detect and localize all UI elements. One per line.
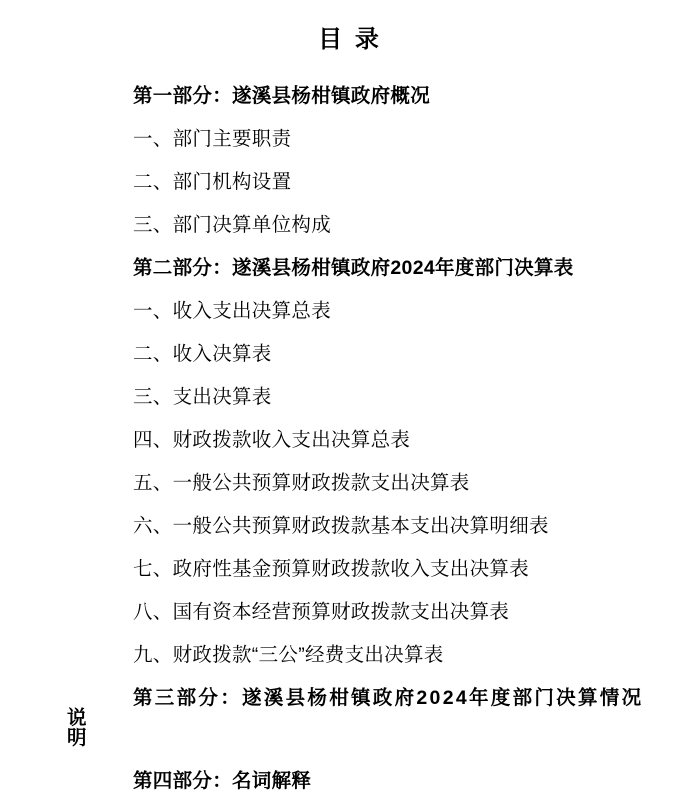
toc-item: 一、部门主要职责 [133,128,292,150]
toc-item: 一、收入支出决算总表 [133,300,332,322]
toc-part-heading: 第二部分：遂溪县杨柑镇政府2024年度部门决算表 [133,257,574,279]
toc-part-heading-line1: 第三部分：遂溪县杨柑镇政府2024年度部门决算情况说 [67,687,644,729]
toc-part-heading [67,688,653,748]
toc-item: 二、收入决算表 [133,343,272,365]
toc-item: 三、部门决算单位构成 [133,214,332,236]
toc-item: 四、财政拨款收入支出决算总表 [133,429,411,451]
toc-item: 五、一般公共预算财政拨款支出决算表 [133,472,470,494]
toc-item: 三、支出决算表 [133,386,272,408]
toc-item: 六、一般公共预算财政拨款基本支出决算明细表 [133,515,549,537]
table-of-contents [0,86,700,791]
toc-part-heading: 第四部分：名词解释 [133,770,312,792]
page-title: 目 录 [318,26,382,53]
toc-item: 九、财政拨款“三公”经费支出决算表 [133,644,444,666]
toc-item: 二、部门机构设置 [133,171,292,193]
toc-part-heading-line2: 明 [67,727,87,749]
toc-item: 七、政府性基金预算财政拨款收入支出决算表 [133,558,530,580]
toc-part-heading: 第一部分：遂溪县杨柑镇政府概况 [133,85,431,107]
toc-item: 八、国有资本经营预算财政拨款支出决算表 [133,601,510,623]
